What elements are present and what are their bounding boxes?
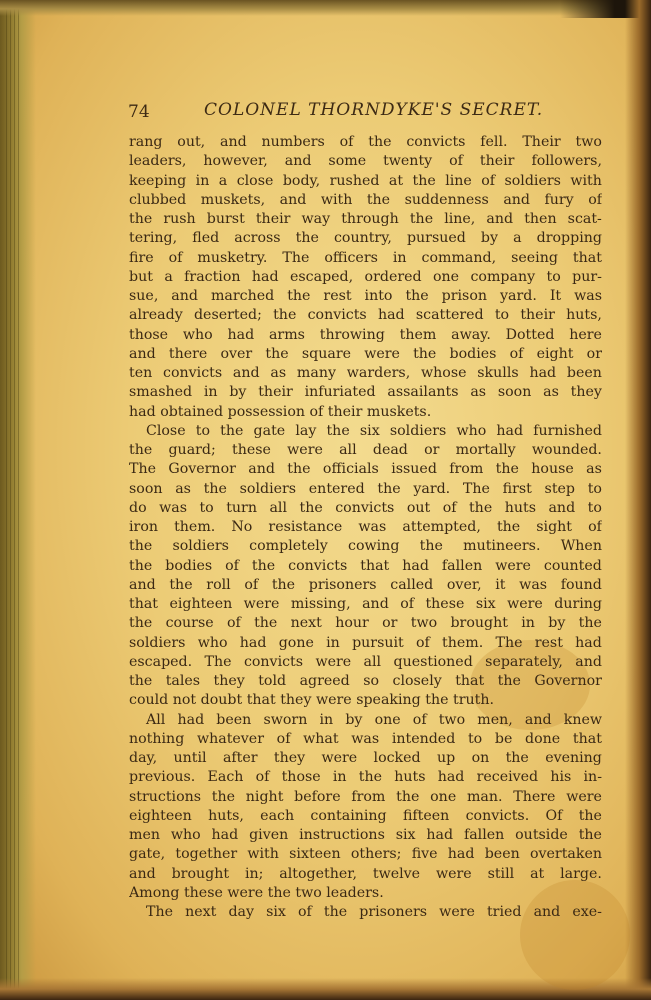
- text-line: the guard; these were all dead or mortally wounded.: [129, 442, 602, 458]
- text-line: had obtained possession of their muskets.: [129, 403, 432, 420]
- text-line: the rush burst their way through the line, and then scat-: [129, 211, 602, 227]
- text-line: Among these were the two leaders.: [129, 884, 384, 901]
- text-line: keeping in a close body, rushed at the line of soldiers with: [129, 172, 602, 189]
- text-line: the bodies of the convicts that had fallen were counted: [129, 557, 602, 574]
- page-top-edge: [0, 0, 651, 16]
- text-line: do was to turn all the convicts out of the huts and to: [129, 499, 602, 516]
- text-line: iron them. No resistance was attempted, the sight of: [129, 519, 602, 535]
- text-line: structions the night before from the one man. There were: [129, 788, 602, 805]
- running-title: COLONEL THORNDYKE'S SECRET.: [204, 100, 544, 120]
- text-line: rang out, and numbers of the convicts fell. Their two: [129, 134, 602, 150]
- text-line: but a fraction had escaped, ordered one company to pur-: [129, 268, 602, 285]
- text-line: gate, together with sixteen others; five had been overtaken: [129, 846, 602, 863]
- text-line: already deserted; the convicts had scattered to their huts,: [129, 307, 602, 324]
- text-line: and there over the square were the bodies of eight or: [129, 345, 602, 362]
- text-line: eighteen huts, each containing fifteen convicts. Of the: [129, 807, 602, 824]
- text-line: and the roll of the prisoners called over, it was found: [129, 576, 602, 593]
- binding-texture: [6, 0, 20, 1000]
- text-line: sue, and marched the rest into the prison yard. It was: [129, 288, 602, 304]
- text-line: tering, fled across the country, pursued by a dropping: [129, 230, 602, 247]
- page-number: 74: [128, 102, 150, 122]
- text-line: clubbed muskets, and with the suddenness and fury of: [129, 191, 602, 208]
- text-line: soldiers who had gone in pursuit of them. The rest had: [129, 634, 602, 651]
- text-line: and brought in; altogether, twelve were still at large.: [129, 865, 602, 882]
- text-line: escaped. The convicts were all questioned separately, and: [129, 653, 602, 670]
- text-line: nothing whatever of what was intended to be done that: [129, 730, 602, 747]
- text-line: The Governor and the officials issued from the house as: [129, 461, 602, 478]
- text-line: Close to the gate lay the six soldiers who had furnished: [146, 422, 602, 439]
- text-line: leaders, however, and some twenty of their followers,: [129, 153, 602, 170]
- running-header: [128, 100, 604, 124]
- text-line: men who had given instructions six had fallen outside the: [129, 827, 602, 843]
- text-line: fire of musketry. The officers in command, seeing that: [129, 249, 602, 266]
- text-line: could not doubt that they were speaking the truth.: [129, 692, 494, 709]
- text-line: The next day six of the prisoners were tried and exe-: [146, 904, 602, 920]
- text-line: those who had arms throwing them away. Dotted here: [129, 326, 602, 343]
- text-line: soon as the soldiers entered the yard. The first step to: [129, 480, 602, 497]
- text-line: the soldiers completely cowing the mutineers. When: [129, 538, 602, 555]
- page-right-edge: [625, 0, 651, 1000]
- text-line: previous. Each of those in the huts had received his in-: [129, 769, 602, 786]
- text-line: All had been sworn in by one of two men, and knew: [146, 711, 602, 728]
- text-line: day, until after they were locked up on the evening: [129, 750, 602, 766]
- text-line: smashed in by their infuriated assailants as soon as they: [129, 384, 602, 401]
- body-text: [129, 133, 602, 922]
- text-line: the course of the next hour or two brought in by the: [129, 615, 602, 632]
- text-line: the tales they told agreed so closely that the Governor: [129, 673, 602, 689]
- text-line: that eighteen were missing, and of these six were during: [129, 596, 602, 612]
- text-line: ten convicts and as many warders, whose skulls had been: [129, 365, 602, 381]
